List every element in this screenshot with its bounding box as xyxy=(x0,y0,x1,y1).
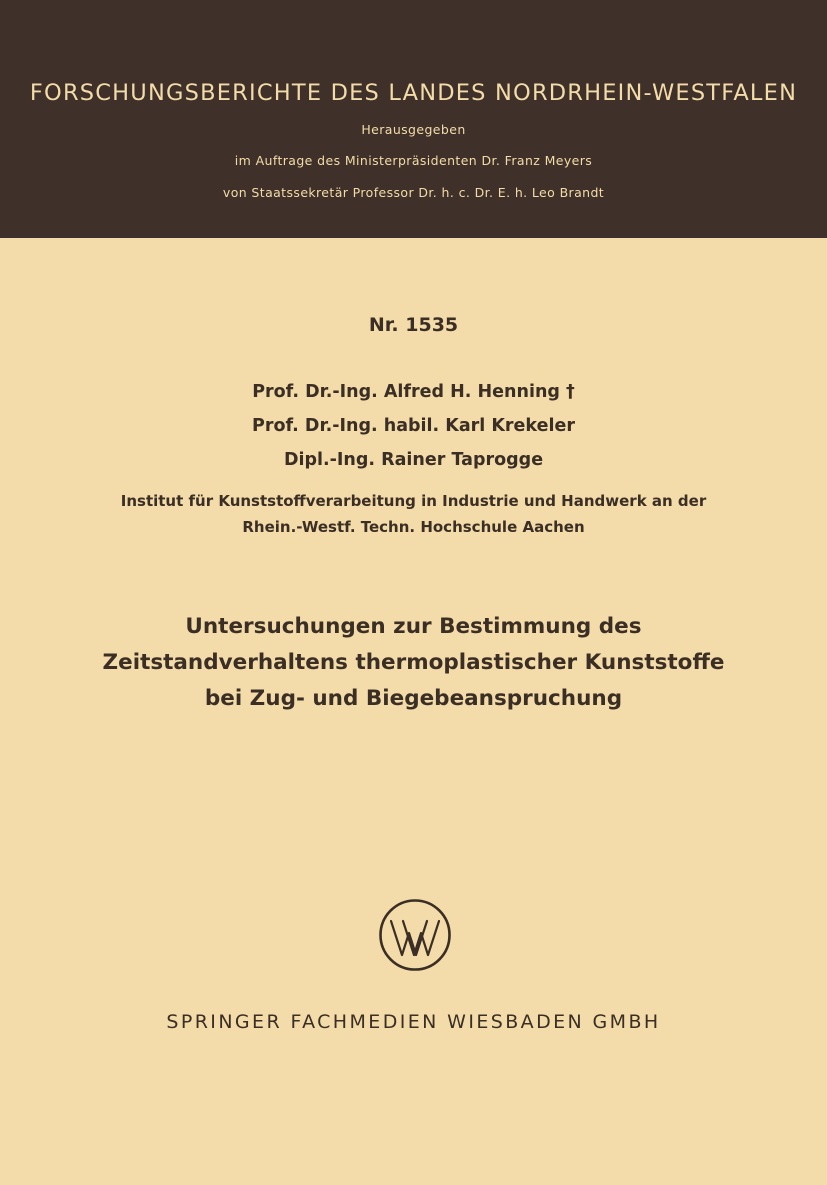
editor-line-2: im Auftrage des Ministerpräsidenten Dr. Franz Meyers xyxy=(234,153,593,168)
book-title-line-3: bei Zug- und Biegebeanspruchung xyxy=(204,686,623,711)
westdeutscher-verlag-w-logo-icon xyxy=(378,898,452,972)
institute-line-1: Institut für Kunststoffverarbeitung in Industrie und Handwerk an der xyxy=(120,492,707,510)
publisher-name: SPRINGER FACHMEDIEN WIESBADEN GMBH xyxy=(166,1011,661,1033)
series-title: FORSCHUNGSBERICHTE DES LANDES NORDRHEIN-WESTFALEN xyxy=(29,80,798,106)
editor-line-3: von Staatssekretär Professor Dr. h. c. Dr. E. h. Leo Brandt xyxy=(222,185,605,200)
report-number: Nr. 1535 xyxy=(368,314,459,336)
institute-line-2: Rhein.-Westf. Techn. Hochschule Aachen xyxy=(242,518,585,536)
book-title-line-1: Untersuchungen zur Bestimmung des xyxy=(185,614,642,639)
author-1: Prof. Dr.-Ing. Alfred H. Henning † xyxy=(252,382,575,402)
book-title-line-2: Zeitstandverhaltens thermoplastischer Kunststoffe xyxy=(102,650,725,675)
header-band xyxy=(0,0,827,238)
editor-line-1: Herausgegeben xyxy=(361,122,466,137)
author-3: Dipl.-Ing. Rainer Taprogge xyxy=(283,450,544,470)
author-2: Prof. Dr.-Ing. habil. Karl Krekeler xyxy=(252,416,575,436)
